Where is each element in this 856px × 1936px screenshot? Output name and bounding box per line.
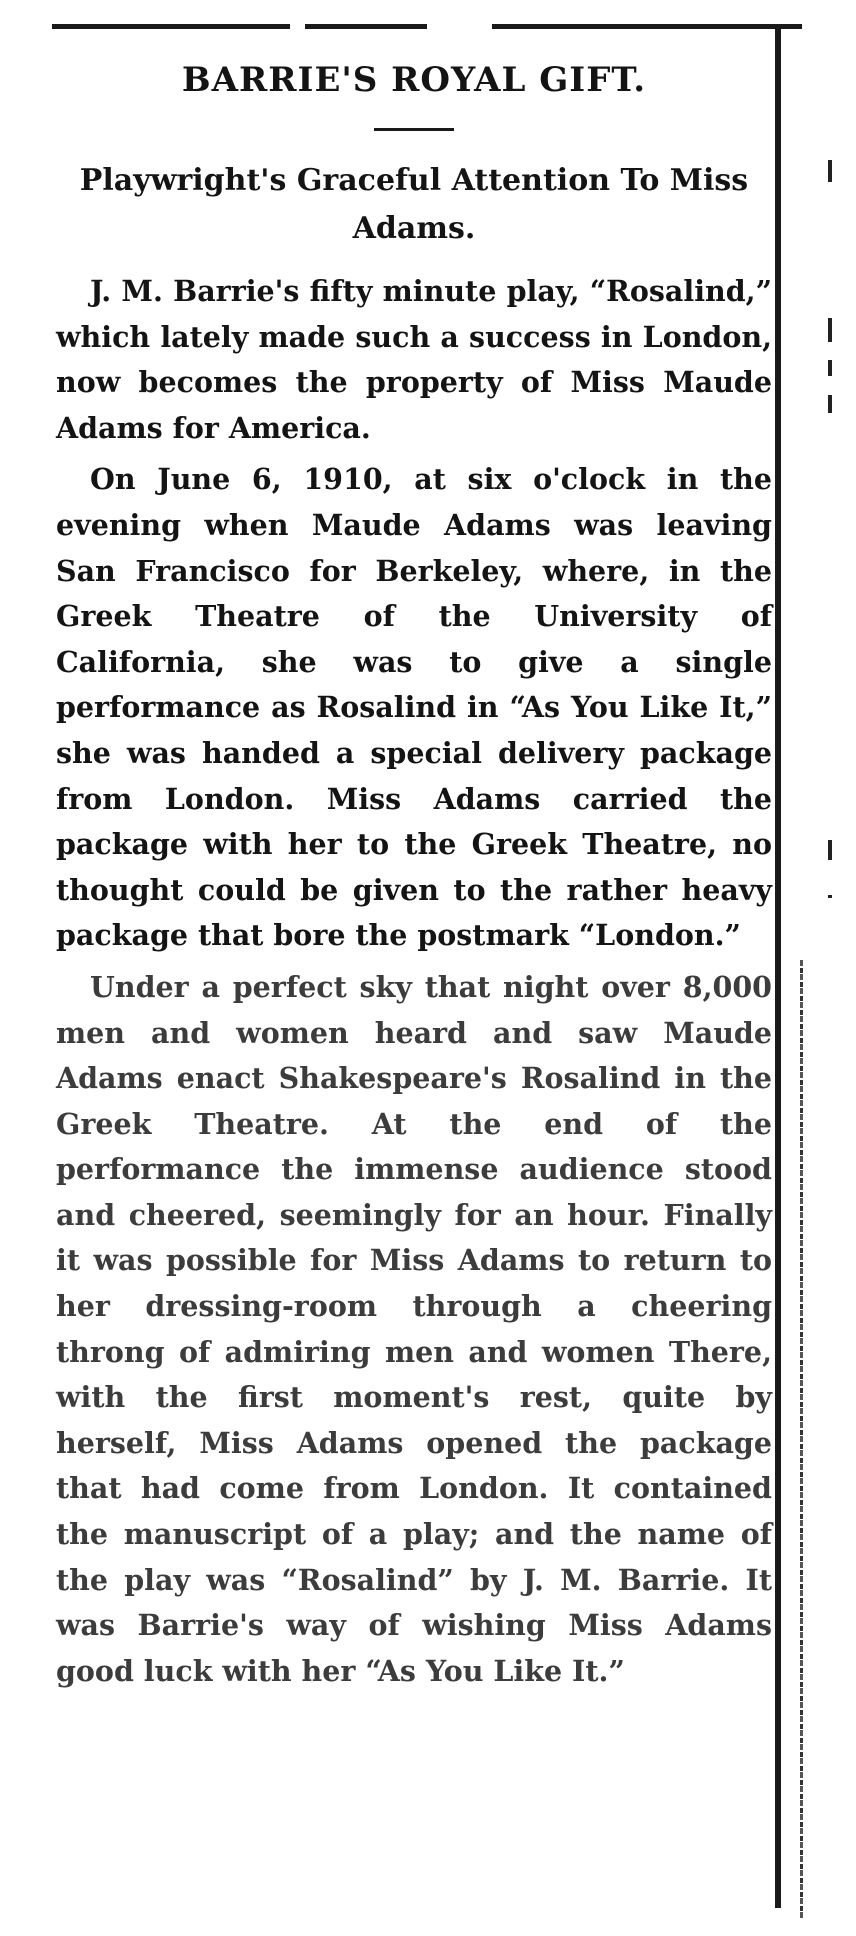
edge-mark — [828, 895, 832, 898]
headline-divider — [374, 128, 454, 131]
paragraph-3: Under a perfect sky that night over 8,000 men and women heard and saw Maude Adams enact Shakespeare's Rosalind in the Greek Theatre. At the end of the performance the immense audience stood and cheered, seemingly for an hour. Finally it was possible for Miss Adams to return to her dressing-room through a cheering throng of admiring men and women There, with the first moment's rest, quite by herself, Miss Adams opened the package that had come from London. It contained the manuscript of a play; and the name of the play was “Rosalind” by J. M. Barrie. It was Barrie's way of wishing Miss Adams good luck with her “As You Like It.” — [56, 969, 772, 1688]
column-edge-rule — [800, 960, 803, 1920]
edge-mark — [828, 395, 832, 413]
subheadline: Playwright's Graceful Attention To Miss Adams. — [79, 163, 749, 246]
edge-mark — [828, 160, 832, 182]
article — [56, 44, 772, 1700]
top-rule — [52, 24, 290, 29]
edge-mark — [828, 840, 832, 860]
paragraph-1: J. M. Barrie's fifty minute play, “Rosalind,” which lately made such a success in London, now becomes the property of Miss Maude Adams for America. — [56, 274, 772, 445]
headline: BARRIE'S ROYAL GIFT. — [181, 60, 647, 100]
paragraph-2: On June 6, 1910, at six o'clock in the evening when Maude Adams was leaving San Francisco for Berkeley, where, in the Greek Theatre of the University of California, she was to give a single performance as Rosalind in “As You Like It,” she was handed a special delivery package from London. Miss Adams carried the package with her to the Greek Theatre, no thought could be given to the rather heavy package that bore the postmark “London.” — [56, 462, 772, 953]
column-rule — [775, 28, 781, 1908]
top-rule — [305, 24, 427, 29]
top-rule — [492, 24, 802, 29]
edge-mark — [828, 318, 832, 342]
edge-mark — [828, 360, 832, 376]
